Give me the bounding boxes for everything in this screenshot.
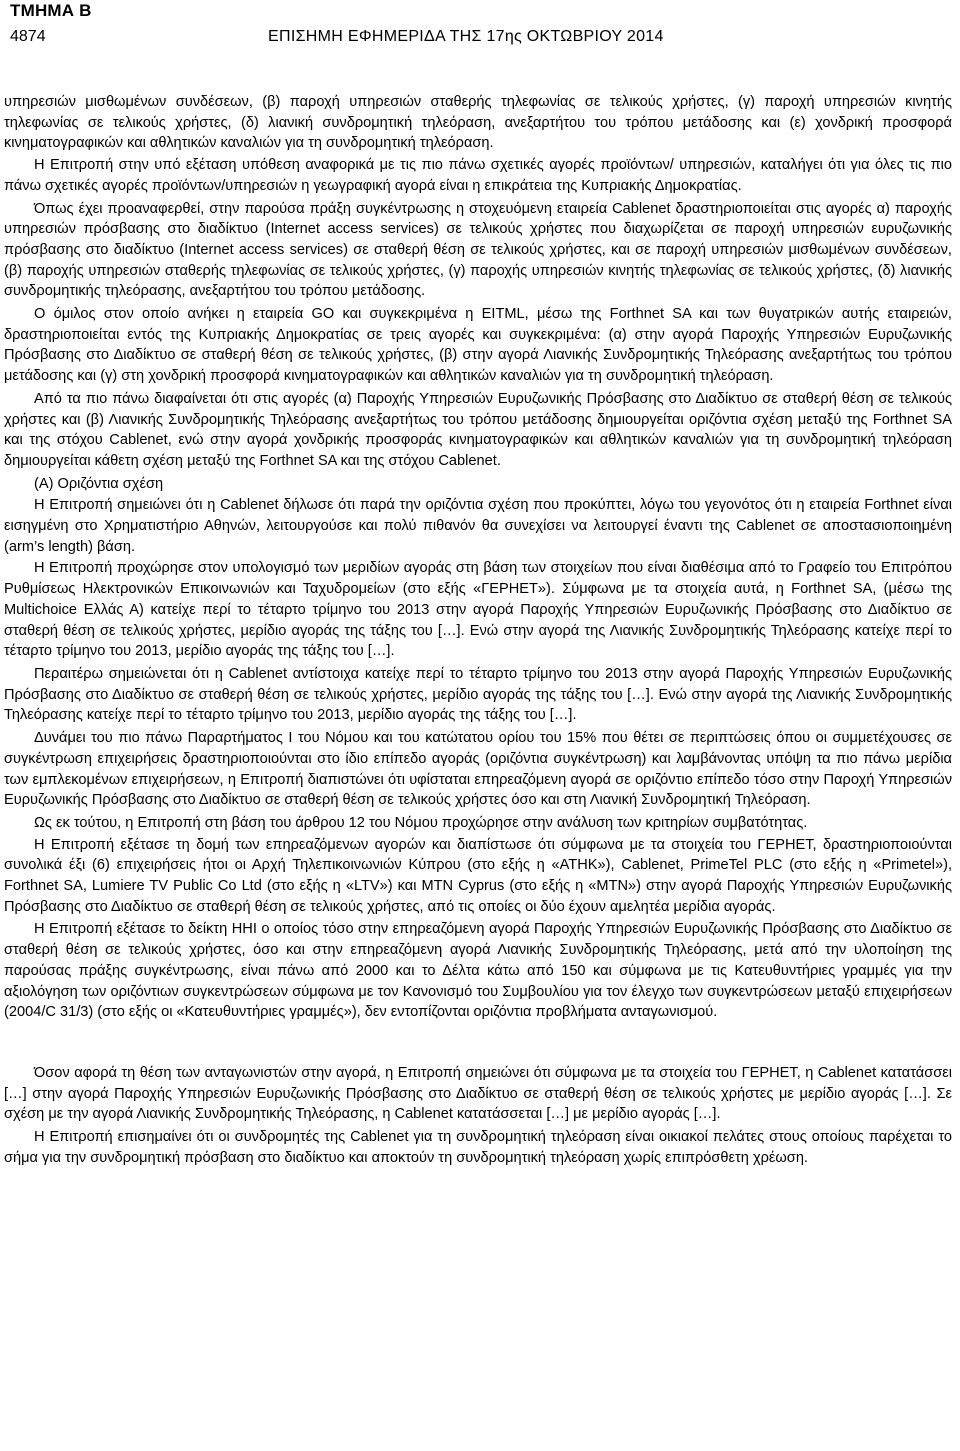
page-header	[6, 0, 954, 62]
paragraph: Ο όμιλος στον οποίο ανήκει η εταιρεία GO και συγκεκριμένα η EITML, μέσω της Forthnet SA και των θυγατρικών αυτής εταιρειών, δραστηριοποιείται εντός της Κυπριακής Δημοκρατίας σε τρεις αγορές και συγκεκριμένα: (α) στην αγορά Παροχής Υπηρεσιών Ευρυζωνικής Πρόσβασης στο Διαδίκτυο σε σταθερή θέση σε τελικούς χρήστες, (β) στην αγορά Λιανικής Συνδρομητικής Τηλεόρασης ανεξαρτήτως του τρόπου μετάδοσης και (γ) στη χονδρική προσφορά κινηματογραφικών και αθλητικών καναλιών για τη συνδρομητική τηλεόραση.	[4, 306, 952, 385]
paragraph: Η Επιτροπή προχώρησε στον υπολογισμό των μεριδίων αγοράς στη βάση των στοιχείων που είναι διαθέσιμα από το Γραφείο του Επιτρόπου Ρυθμίσεως Ηλεκτρονικών Επικοινωνιών και Ταχυδρομείων (στο εξής «ΓΕΡΗΕΤ»). Σύμφωνα με τα στοιχεία αυτά, η Forthnet SA, (μέσω της Multichoice Ελλάς Α) κατείχε περί το τέταρτο τρίμηνο του 2013 στην αγορά Παροχής Υπηρεσιών Ευρυζωνικής Πρόσβασης στο Διαδίκτυο σε σταθερή θέση σε τελικούς χρήστες, μερίδιο αγοράς της τάξης του […]. Ενώ στην αγορά της Λιανικής Συνδρομητικής Τηλεόρασης κατείχε περί το τέταρτο τρίμηνο του 2013, μερίδιο αγοράς της τάξης του […].	[4, 560, 952, 660]
gazette-title: ΕΠΙΣΗΜΗ ΕΦΗΜΕΡΙΔΑ ΤΗΣ 17ης ΟΚΤΩΒΡΙΟΥ 2014	[268, 28, 664, 45]
page-number: 4874	[10, 28, 46, 45]
paragraph: Η Επιτροπή στην υπό εξέταση υπόθεση αναφορικά με τις πιο πάνω σχετικές αγορές προϊόντων/ υπηρεσιών, καταλήγει ότι για όλες τις πιο πάνω σχετικές αγορές προϊόντων/υπηρεσιών η γεωγραφική αγορά είναι η επικράτεια της Κυπριακής Δημοκρατίας.	[4, 157, 952, 194]
paragraph: Περαιτέρω σημειώνεται ότι η Cablenet αντίστοιχα κατείχε περί το τέταρτο τρίμηνο του 2013 στην αγορά Παροχής Υπηρεσιών Ευρυζωνικής Πρόσβασης στο Διαδίκτυο σε σταθερή θέση σε τελικούς χρήστες, μερίδιο αγοράς της τάξης του […]. Ενώ στην αγορά της Λιανικής Συνδρομητικής Τηλεόρασης κατείχε περί το τέταρτο τρίμηνο του 2013, μερίδιο αγοράς της τάξης του […].	[4, 665, 952, 724]
paragraph: Όσον αφορά τη θέση των ανταγωνιστών στην αγορά, η Επιτροπή σημειώνει ότι σύμφωνα με τα στοιχεία του ΓΕΡΗΕΤ, η Cablenet κατατάσσει […] στην αγορά Παροχής Υπηρεσιών Ευρυζωνικής Πρόσβασης στο Διαδίκτυο σε σταθερή θέση σε τελικούς χρήστες με μερίδιο αγοράς […]. Σε σχέση με την αγορά Λιανικής Συνδρομητικής Τηλεόρασης, η Cablenet κατατάσσεται […] με μερίδιο αγοράς […].	[4, 1064, 952, 1123]
document-body	[4, 92, 952, 1168]
paragraph: Η Επιτροπή εξέτασε το δείκτη HHI ο οποίος τόσο στην επηρεαζόμενη αγορά Παροχής Υπηρεσιών Ευρυζωνικής Πρόσβασης στο Διαδίκτυο σε σταθερή θέση σε τελικούς χρήστες, όσο και στην επηρεαζόμενη αγορά Λιανικής Συνδρομητικής Τηλεόρασης, μετά από την υλοποίηση της παρούσας πράξης συγκέντρωσης, είναι πάνω από 2000 και το Δέλτα κάτω από 150 και σύμφωνα με τις Κατευθυντήριες γραμμές για την αξιολόγηση των οριζόντιων συγκεντρώσεων σύμφωνα με τον Κανονισμό του Συμβουλίου για τον έλεγχο των συγκεντρώσεων μεταξύ επιχειρήσεων (2004/C 31/3) (στο εξής οι «Κατευθυντήριες γραμμές»), δεν εντοπίζονται οριζόντια προβλήματα ανταγωνισμού.	[4, 921, 952, 1021]
paragraph: Η Επιτροπή επισημαίνει ότι οι συνδρομητές της Cablenet για τη συνδρομητική τηλεόραση είναι οικιακοί πελάτες στους οποίους παρέχεται το σήμα για την συνδρομητική πρόσβαση στο διαδίκτυο και αποκτούν τη συνδρομητική τηλεόραση χωρίς επιπρόσθετη χρέωση.	[4, 1129, 952, 1166]
paragraph: Όπως έχει προαναφερθεί, στην παρούσα πράξη συγκέντρωσης η στοχευόμενη εταιρεία Cablenet δραστηριοποιείται στις αγορές α) παροχής υπηρεσιών πρόσβασης στο διαδίκτυο (Internet access services) σε τελικούς χρήστες που διαχωρίζεται σε παροχή υπηρεσιών ευρυζωνικής πρόσβασης στο διαδίκτυο (Internet access services) σε σταθερή θέση σε τελικούς χρήστες, και σε παροχή υπηρεσιών μισθωμένων συνδέσεων, (β) παροχής υπηρεσιών σταθερής τηλεφωνίας σε τελικούς χρήστες, (γ) παροχής υπηρεσιών κινητής τηλεφωνίας σε τελικούς χρήστες, (δ) λιανικής συνδρομητικής τηλεόρασης, ανεξαρτήτου του τρόπου μετάδοσης.	[4, 200, 952, 300]
section-heading: (Α) Οριζόντια σχέση	[34, 475, 164, 492]
paragraph: Από τα πιο πάνω διαφαίνεται ότι στις αγορές (α) Παροχής Υπηρεσιών Ευρυζωνικής Πρόσβασης στο Διαδίκτυο σε σταθερή θέση σε τελικούς χρήστες και (β) Λιανικής Συνδρομητικής Τηλεόρασης ανεξαρτήτως του τρόπου μετάδοσης δημιουργείται οριζόντια σχέση μεταξύ της Forthnet SA και της στόχου Cablenet, ενώ στην αγορά χονδρικής προσφοράς κινηματογραφικών και αθλητικών καναλιών για τη συνδρομητική τηλεόραση δημιουργείται κάθετη σχέση μεταξύ της Forthnet SA και της στόχου Cablenet.	[4, 390, 952, 469]
paragraph: Η Επιτροπή εξέτασε τη δομή των επηρεαζόμενων αγορών και διαπίστωσε ότι σύμφωνα με τα στοιχεία του ΓΕΡΗΕΤ, δραστηριοποιούνται συνολικά έξι (6) επιχειρήσεις ήτοι οι Αρχή Τηλεπικοινωνιών Κύπρου (στο εξής η «ΑΤΗΚ»), Cablenet, PrimeTel PLC (στο εξής η «Primetel»), Forthnet SA, Lumiere TV Public Co Ltd (στο εξής η «LTV») και MTN Cyprus (στο εξής η «MTN») στην αγορά Παροχής Υπηρεσιών Ευρυζωνικής Πρόσβασης στο Διαδίκτυο σε σταθερή θέση σε τελικούς χρήστες, από τις οποίες οι δύο έχουν αμελητέα μερίδια αγοράς.	[4, 836, 952, 915]
paragraph: υπηρεσιών μισθωμένων συνδέσεων, (β) παροχή υπηρεσιών σταθερής τηλεφωνίας σε τελικούς χρήστες, (γ) παροχή υπηρεσιών κινητής τηλεφωνίας σε τελικούς χρήστες, (δ) λιανική συνδρομητική τηλεόραση, ανεξαρτήτου του τρόπου μετάδοσης και (ε) χονδρική προσφορά κινηματογραφικών και αθλητικών καναλιών για τη συνδρομητική τηλεόραση.	[4, 94, 952, 152]
paragraph: Η Επιτροπή σημειώνει ότι η Cablenet δήλωσε ότι παρά την οριζόντια σχέση που προκύπτει, λόγω του γεγονότος ότι η εταιρεία Forthnet είναι εισηγμένη στο Χρηματιστήριο Αθηνών, λειτουργούσε και πολύ πιθανόν θα συνεχίσει να λειτουργεί έναντι της Cablenet σε αποστασιοποιημένη (arm’s length) βάση.	[4, 497, 952, 555]
paragraph: Δυνάμει του πιο πάνω Παραρτήματος Ι του Νόμου και του κατώτατου ορίου του 15% που θέτει σε περιπτώσεις όπου οι συμμετέχουσες σε συγκέντρωση επιχειρήσεις δραστηριοποιούνται στο ίδιο επίπεδο αγοράς (οριζόντια συγκέντρωση) και λαμβάνοντας υπόψη τα πιο πάνω μερίδια των εμπλεκομένων επιχειρήσεων, η Επιτροπή διαπιστώνει ότι υφίσταται επηρεαζόμενη αγορά σε οριζόντιο επίπεδο τόσο στην Παροχή Υπηρεσιών Ευρυζωνικής Πρόσβασης στο Διαδίκτυο σε σταθερή θέση σε τελικούς χρήστες όσο και στη Λιανική Συνδρομητική Τηλεόραση.	[4, 730, 952, 809]
paragraph: Ως εκ τούτου, η Επιτροπή στη βάση του άρθρου 12 του Νόμου προχώρησε στην ανάλυση των κριτηρίων συμβατότητας.	[34, 814, 808, 831]
gazette-series: ΤΜΗΜΑ Β	[10, 1, 92, 20]
